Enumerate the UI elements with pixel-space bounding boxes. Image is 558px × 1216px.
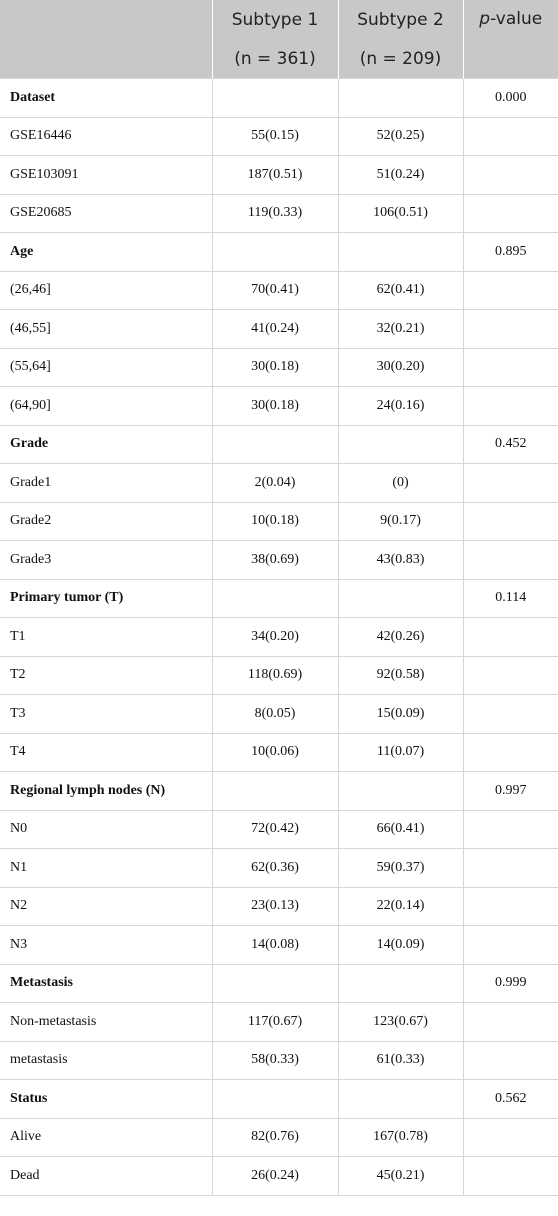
header-subtype1-n: (n = 361) <box>212 39 338 79</box>
subtype1-value <box>212 425 338 464</box>
header-pvalue <box>463 0 558 79</box>
row-label: (55,64] <box>0 348 212 387</box>
pvalue-cell <box>463 733 558 772</box>
table-row <box>0 194 558 233</box>
row-label: Grade2 <box>0 502 212 541</box>
table-row <box>0 502 558 541</box>
subtype1-value <box>212 1080 338 1119</box>
subtype2-value: 45(0.21) <box>338 1157 463 1196</box>
subtype1-value: 34(0.20) <box>212 618 338 657</box>
row-label: Non-metastasis <box>0 1003 212 1042</box>
subtype2-value <box>338 233 463 272</box>
subtype1-value: 23(0.13) <box>212 887 338 926</box>
row-label: GSE16446 <box>0 117 212 156</box>
header-subtype1: Subtype 1 <box>212 0 338 39</box>
pvalue-cell <box>463 271 558 310</box>
table-row <box>0 810 558 849</box>
header-row-1 <box>0 0 558 39</box>
table-row <box>0 695 558 734</box>
pvalue-cell: 0.562 <box>463 1080 558 1119</box>
subtype2-value: 24(0.16) <box>338 387 463 426</box>
pvalue-cell: 0.999 <box>463 964 558 1003</box>
row-label: Age <box>0 233 212 272</box>
header-pvalue-italic: p <box>479 9 491 29</box>
section-row <box>0 772 558 811</box>
table-row <box>0 656 558 695</box>
row-label: Regional lymph nodes (N) <box>0 772 212 811</box>
pvalue-cell <box>463 849 558 888</box>
section-row <box>0 964 558 1003</box>
row-label: T4 <box>0 733 212 772</box>
subtype2-value <box>338 964 463 1003</box>
subtype2-value: 42(0.26) <box>338 618 463 657</box>
table-row <box>0 733 558 772</box>
table-row <box>0 926 558 965</box>
row-label: T3 <box>0 695 212 734</box>
pvalue-cell <box>463 387 558 426</box>
pvalue-cell <box>463 117 558 156</box>
subtype1-value: 55(0.15) <box>212 117 338 156</box>
subtype1-value: 2(0.04) <box>212 464 338 503</box>
pvalue-cell <box>463 656 558 695</box>
subtype1-value: 118(0.69) <box>212 656 338 695</box>
subtype1-value <box>212 579 338 618</box>
subtype2-value <box>338 579 463 618</box>
pvalue-cell: 0.997 <box>463 772 558 811</box>
section-row <box>0 79 558 118</box>
subtype1-value: 58(0.33) <box>212 1041 338 1080</box>
row-label: Status <box>0 1080 212 1119</box>
subtype2-value: (0) <box>338 464 463 503</box>
subtype2-value: 30(0.20) <box>338 348 463 387</box>
row-label: T2 <box>0 656 212 695</box>
subtype2-value: 167(0.78) <box>338 1118 463 1157</box>
subtype2-value: 52(0.25) <box>338 117 463 156</box>
pvalue-cell <box>463 1118 558 1157</box>
pvalue-cell <box>463 887 558 926</box>
row-label: N1 <box>0 849 212 888</box>
row-label: N2 <box>0 887 212 926</box>
subtype1-value: 119(0.33) <box>212 194 338 233</box>
row-label: Metastasis <box>0 964 212 1003</box>
subtype1-value: 8(0.05) <box>212 695 338 734</box>
subtype2-value: 123(0.67) <box>338 1003 463 1042</box>
subtype1-value: 72(0.42) <box>212 810 338 849</box>
subtype1-value: 26(0.24) <box>212 1157 338 1196</box>
row-label: (26,46] <box>0 271 212 310</box>
section-row <box>0 425 558 464</box>
pvalue-cell <box>463 156 558 195</box>
table-row <box>0 1157 558 1196</box>
table-row <box>0 271 558 310</box>
pvalue-cell <box>463 618 558 657</box>
row-label: Grade3 <box>0 541 212 580</box>
subtype2-value: 51(0.24) <box>338 156 463 195</box>
subtype2-value: 15(0.09) <box>338 695 463 734</box>
subtype1-value: 10(0.18) <box>212 502 338 541</box>
table-row <box>0 387 558 426</box>
pvalue-cell: 0.452 <box>463 425 558 464</box>
subtype1-value: 14(0.08) <box>212 926 338 965</box>
pvalue-cell <box>463 1041 558 1080</box>
pvalue-cell <box>463 1003 558 1042</box>
table-header <box>0 0 558 79</box>
table-row <box>0 464 558 503</box>
pvalue-cell <box>463 194 558 233</box>
header-pvalue-rest: -value <box>490 9 543 29</box>
row-label: metastasis <box>0 1041 212 1080</box>
pvalue-cell <box>463 1157 558 1196</box>
subtype2-value: 43(0.83) <box>338 541 463 580</box>
row-label: (64,90] <box>0 387 212 426</box>
section-row <box>0 233 558 272</box>
subtype1-value: 62(0.36) <box>212 849 338 888</box>
subtype1-value <box>212 233 338 272</box>
subtype1-value <box>212 772 338 811</box>
table-row <box>0 310 558 349</box>
row-label: (46,55] <box>0 310 212 349</box>
subtype2-value: 9(0.17) <box>338 502 463 541</box>
pvalue-cell <box>463 502 558 541</box>
pvalue-cell <box>463 541 558 580</box>
subtype2-value: 61(0.33) <box>338 1041 463 1080</box>
pvalue-cell: 0.114 <box>463 579 558 618</box>
row-label: Dataset <box>0 79 212 118</box>
subtype1-value <box>212 79 338 118</box>
table-row <box>0 117 558 156</box>
subtype2-value: 14(0.09) <box>338 926 463 965</box>
row-label: Alive <box>0 1118 212 1157</box>
subtype2-value: 59(0.37) <box>338 849 463 888</box>
pvalue-cell <box>463 464 558 503</box>
subtype2-value: 22(0.14) <box>338 887 463 926</box>
table-row <box>0 1041 558 1080</box>
table-row <box>0 1118 558 1157</box>
table-row <box>0 887 558 926</box>
subtype1-value: 187(0.51) <box>212 156 338 195</box>
subtype1-value: 38(0.69) <box>212 541 338 580</box>
subtype1-value: 117(0.67) <box>212 1003 338 1042</box>
subtype1-value: 82(0.76) <box>212 1118 338 1157</box>
subtype1-value: 30(0.18) <box>212 387 338 426</box>
row-label: Grade1 <box>0 464 212 503</box>
section-row <box>0 1080 558 1119</box>
table-row <box>0 849 558 888</box>
row-label: N0 <box>0 810 212 849</box>
table-row <box>0 541 558 580</box>
table-row <box>0 1003 558 1042</box>
table-row <box>0 348 558 387</box>
subtype2-value: 106(0.51) <box>338 194 463 233</box>
subtype2-value <box>338 772 463 811</box>
row-label: Grade <box>0 425 212 464</box>
row-label: GSE103091 <box>0 156 212 195</box>
table-body <box>0 79 558 1196</box>
subtype2-value: 32(0.21) <box>338 310 463 349</box>
section-row <box>0 579 558 618</box>
table-row <box>0 618 558 657</box>
subtype1-value: 70(0.41) <box>212 271 338 310</box>
row-label: Primary tumor (T) <box>0 579 212 618</box>
pvalue-cell <box>463 810 558 849</box>
pvalue-cell <box>463 310 558 349</box>
subtype2-value: 62(0.41) <box>338 271 463 310</box>
subtype1-value: 10(0.06) <box>212 733 338 772</box>
pvalue-cell <box>463 926 558 965</box>
row-label: Dead <box>0 1157 212 1196</box>
pvalue-cell: 0.895 <box>463 233 558 272</box>
subtype2-value <box>338 1080 463 1119</box>
header-subtype2-n: (n = 209) <box>338 39 463 79</box>
row-label: GSE20685 <box>0 194 212 233</box>
pvalue-cell: 0.000 <box>463 79 558 118</box>
row-label: T1 <box>0 618 212 657</box>
pvalue-cell <box>463 695 558 734</box>
table-row <box>0 156 558 195</box>
header-subtype2: Subtype 2 <box>338 0 463 39</box>
pvalue-cell <box>463 348 558 387</box>
subtype2-value <box>338 79 463 118</box>
subtype1-value: 30(0.18) <box>212 348 338 387</box>
header-blank-cell <box>0 0 212 79</box>
subtype2-value <box>338 425 463 464</box>
subtype2-value: 66(0.41) <box>338 810 463 849</box>
subtype2-value: 92(0.58) <box>338 656 463 695</box>
subtype1-value: 41(0.24) <box>212 310 338 349</box>
row-label: N3 <box>0 926 212 965</box>
subtype2-value: 11(0.07) <box>338 733 463 772</box>
subtype1-value <box>212 964 338 1003</box>
